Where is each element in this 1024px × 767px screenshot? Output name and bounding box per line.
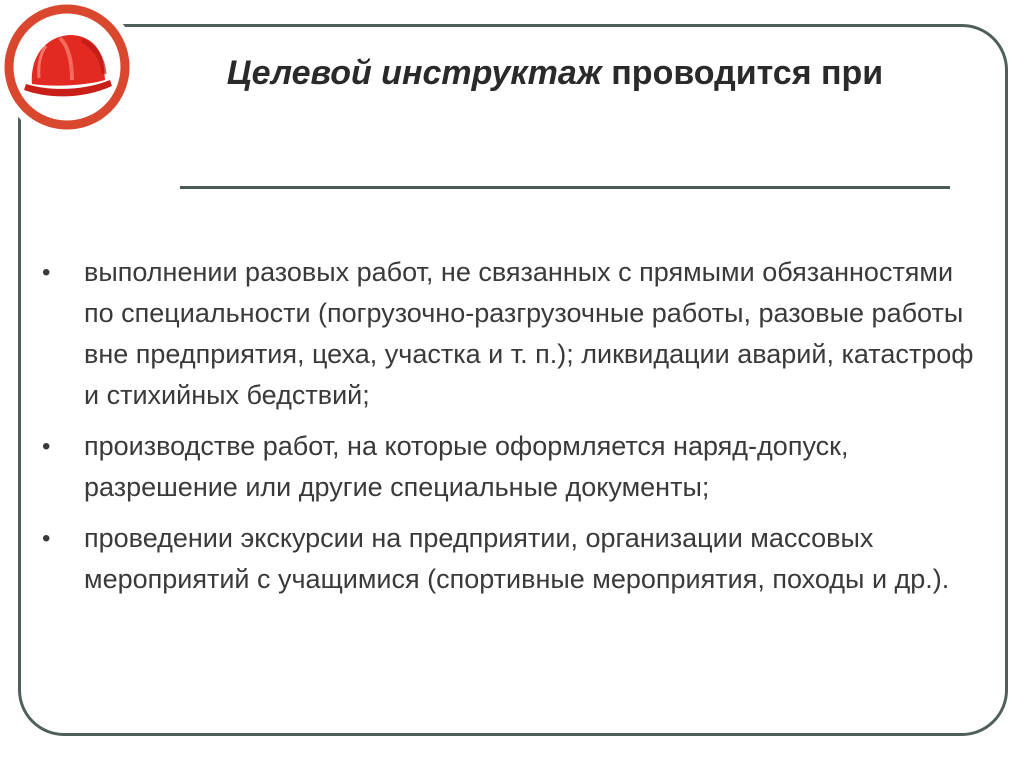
logo-badge bbox=[0, 0, 140, 140]
bullet-item bbox=[38, 426, 978, 508]
bullet-marker: • bbox=[42, 433, 51, 460]
bullet-item bbox=[38, 518, 978, 600]
title-rest: проводится при bbox=[601, 54, 884, 92]
title-divider bbox=[180, 186, 950, 189]
bullet-text: проведении экскурсии на предприятии, организации массовых мероприятий с учащимися (спортивные мероприятия, походы и др.). bbox=[84, 523, 950, 594]
bullet-text: производстве работ, на которые оформляется наряд-допуск, разрешение или другие специальные документы; bbox=[84, 431, 849, 502]
slide-title bbox=[150, 50, 960, 96]
bullet-marker: • bbox=[42, 525, 51, 552]
bullet-marker: • bbox=[42, 259, 51, 286]
hard-hat-icon bbox=[2, 2, 132, 132]
bullet-item bbox=[38, 252, 978, 416]
bullet-text: выполнении разовых работ, не связанных с прямыми обязанностями по специальности (погрузочно-разгрузочные работы, разовые работы вне предприятия, цеха, участка и т. п.); ликвидации аварий, катастроф и стихийных бедствий; bbox=[84, 257, 974, 410]
bullet-list bbox=[38, 252, 978, 610]
title-italic-part: Целевой инструктаж bbox=[226, 54, 602, 92]
